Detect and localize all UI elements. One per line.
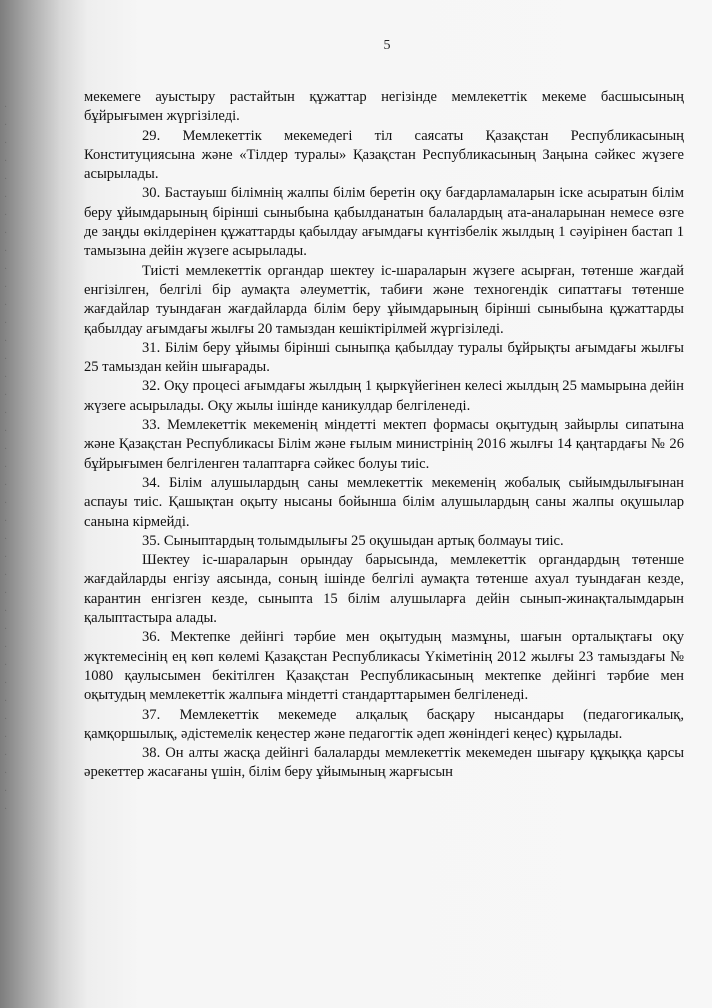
paragraph: Шектеу іс-шараларын орындау барысында, мемлекеттік органдардың төтенше жағдайларды енгізу аясында, соның ішінде белгілі аумақта төтенше ахуал туындаған кезде, карантин енгізген кезде, сыныпта 15 білім алушыларға дейін сынып-жинақталымдарын қалыптастыра алады.	[84, 552, 684, 627]
paragraph: 32. Оқу процесі ағымдағы жылдың 1 қыркүйегінен келесі жылдың 25 мамырына дейін жүзеге асырылады. Оқу жылы ішінде каникулдар белгіленеді.	[84, 378, 684, 414]
paragraph: 31. Білім беру ұйымы бірінші сыныпқа қабылдау туралы бұйрықты ағымдағы жылғы 25 тамыздан кейін шығарады.	[84, 339, 684, 376]
paragraph: 33. Мемлекеттік мекеменің міндетті мектеп формасы оқытудың зайырлы сипатына және Қазақстан Республикасы Білім және ғылым министрінің 2016 жылғы 14 қаңтардағы № 26 бұйрығымен белгіленген талаптарға сәйкес болуы тиіс.	[84, 417, 684, 472]
page-number: 5	[383, 38, 391, 53]
paragraph: 30. Бастауыш білімнің жалпы білім беретін оқу бағдарламаларын іске асыратын білім беру ұйымдарының бірінші сыныбына қабылданатын балалардың ата-аналарынан немесе өзге де заңды өкілдерінен құжаттарды қабылдау ағымдағы күнтізбелік жылдың 1 сәуірінен бастап 1 тамызына дейін жүзеге асырылады.	[84, 185, 684, 260]
paragraph: 35. Сыныптардың толымдылығы 25 оқушыдан артық болмауы тиіс.	[142, 532, 564, 549]
document-page	[62, 0, 712, 1008]
paragraph: 38. Он алты жасқа дейінгі балаларды мемлекеттік мекемеден шығару құқыққа қарсы әрекеттер жасағаны үшін, білім беру ұйымының жарғысын	[84, 745, 684, 781]
paragraph: 36. Мектепке дейінгі тәрбие мен оқытудың мазмұны, шағын орталықтағы оқу жүктемесінің ең көп көлемі Қазақстан Республикасы Үкіметінің 2012 жылғы 23 тамыздағы № 1080 қаулысымен бекітілген Қазақстан Республикасының мектепке дейінгі тәрбие мен оқытудың мемлекеттік жалпыға міндетті стандарттарымен белгіленеді.	[84, 629, 684, 704]
document-body	[84, 88, 684, 783]
paragraph: мекемеге ауыстыру растайтын құжаттар негізінде мемлекеттік мекеме басшысының бұйрығымен жүргізіледі.	[84, 89, 684, 125]
paragraph: 37. Мемлекеттік мекемеде алқалық басқару нысандары (педагогикалық, қамқоршылық, әдістемелік кеңестер және педагогтік әдеп жөніндегі кеңес) құрылады.	[84, 706, 684, 742]
paragraph: Тиісті мемлекеттік органдар шектеу іс-шараларын жүзеге асырған, төтенше жағдай енгізілген, белгілі бір аумақта әлеуметтік, табиғи және техногендік сипаттағы төтенше жағдайлар туындаған жағдайларда білім беру ұйымдарының бірінші сыныбына құжаттарды қабылдау ағымдағы жылғы 20 тамыздан кешіктірілмей жүргізіледі.	[84, 262, 684, 337]
paragraph: 29. Мемлекеттік мекемедегі тіл саясаты Қазақстан Республикасының Конституциясына және «Тілдер туралы» Қазақстан Республикасының Заңына сәйкес жүзеге асырылады.	[84, 127, 684, 183]
show-through-text: · · · · · · · · · · · · · · · · · · · · · · · · · · · · · · · · · · · · · · · ·	[3, 101, 9, 815]
paragraph: 34. Білім алушылардың саны мемлекеттік мекеменің жобалық сыйымдылығынан аспауы тиіс. Қашықтан оқыту нысаны бойынша білім алушылардың саны жалпы оқушылар санына кірмейді.	[84, 474, 684, 530]
